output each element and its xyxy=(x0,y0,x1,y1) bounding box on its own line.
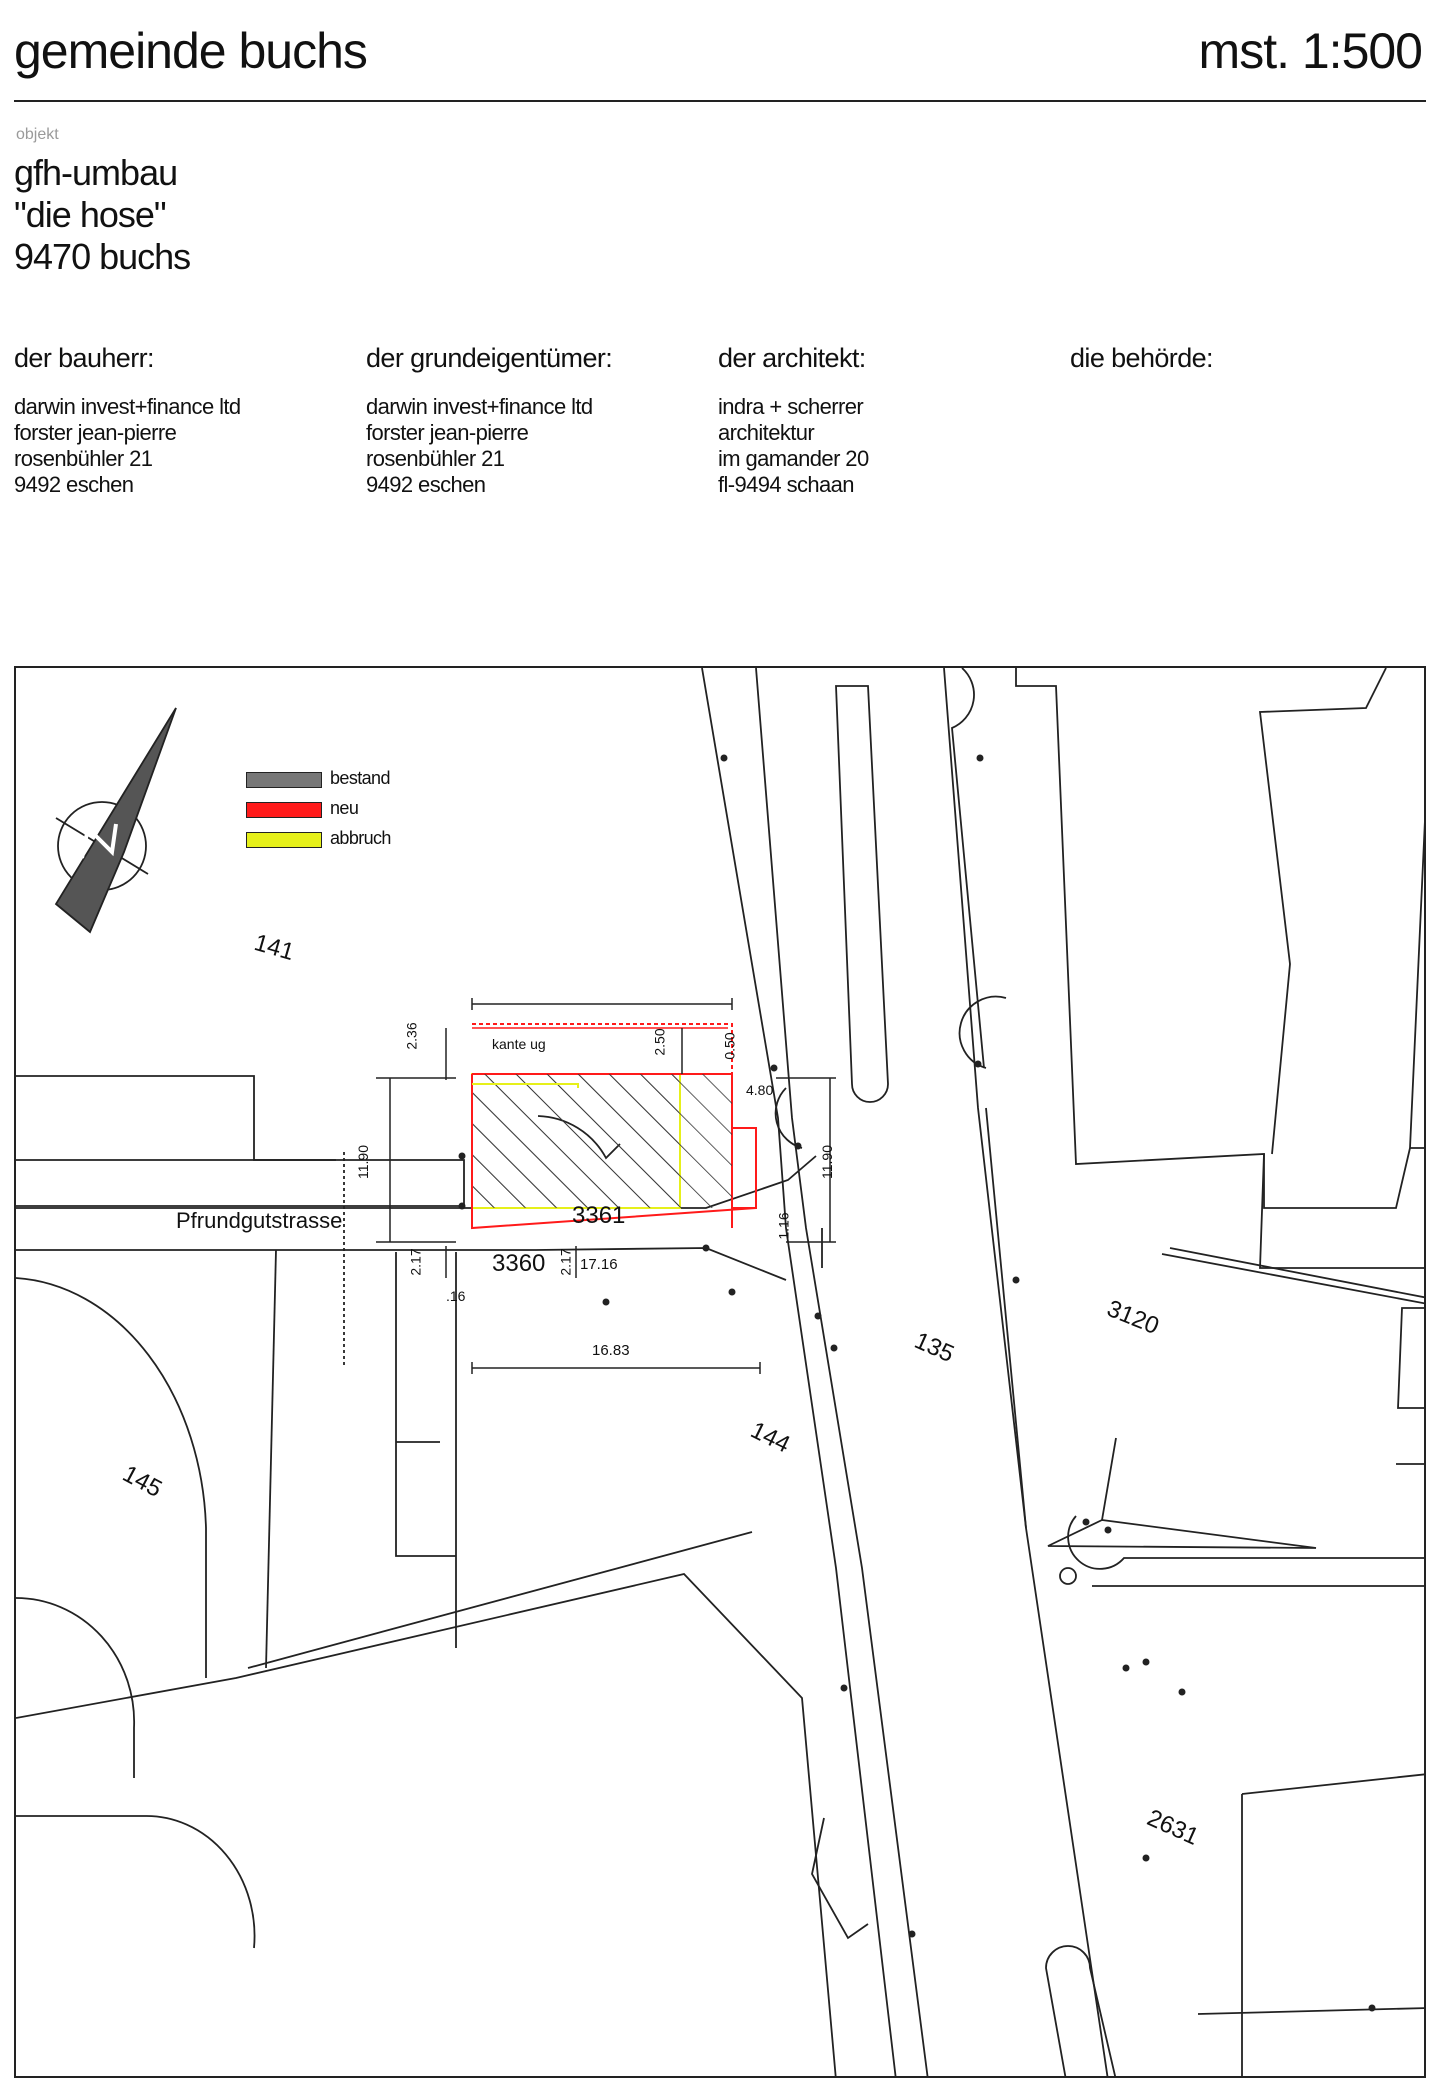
dimension-label: 11.90 xyxy=(819,1145,835,1179)
party-grundeigentuemer xyxy=(366,343,706,498)
party-line: darwin invest+finance ltd xyxy=(366,394,593,419)
object-label: objekt xyxy=(16,126,59,143)
dimension-label: 2.36 xyxy=(403,1022,420,1050)
dimension-label: 1.16 xyxy=(775,1212,792,1240)
dimension-label: 17.16 xyxy=(580,1256,618,1273)
object-line: "die hose" xyxy=(14,194,166,235)
party-line: rosenbühler 21 xyxy=(366,446,505,471)
party-line: fl-9494 schaan xyxy=(718,472,854,497)
legend-label: bestand xyxy=(330,768,390,788)
object-line: 9470 buchs xyxy=(14,236,191,277)
party-title: die behörde: xyxy=(1070,343,1213,373)
scale-label: mst. 1:500 xyxy=(1198,23,1422,79)
survey-points xyxy=(459,755,1376,2012)
building-footprint xyxy=(472,1024,756,1228)
legend-label: abbruch xyxy=(330,828,391,848)
dimension-label: 2.50 xyxy=(651,1028,668,1056)
party-line: rosenbühler 21 xyxy=(14,446,153,471)
dimension-label: 4.80 xyxy=(746,1082,774,1098)
party-line: 9492 eschen xyxy=(366,472,486,497)
parcel-number: 3120 xyxy=(1103,1295,1163,1341)
site-plan-drawing xyxy=(16,668,1426,2078)
site-plan xyxy=(14,666,1426,2078)
party-bauherr xyxy=(14,343,354,498)
dimension-label: 2.17 xyxy=(407,1248,424,1276)
party-line: im gamander 20 xyxy=(718,446,869,471)
party-title: der grundeigentümer: xyxy=(366,343,613,373)
legend-label: neu xyxy=(330,798,359,818)
parcel-number: 135 xyxy=(910,1327,959,1369)
legend-swatch xyxy=(246,802,322,818)
parcel-number: 3361 xyxy=(572,1202,626,1229)
parcel-number: 144 xyxy=(746,1416,795,1459)
party-title: der architekt: xyxy=(718,343,866,373)
legend-swatch xyxy=(246,772,322,788)
party-line: architektur xyxy=(718,420,815,445)
party-architekt xyxy=(718,343,1058,498)
parcel-number: 145 xyxy=(118,1460,167,1503)
dimension-label: 0.50 xyxy=(721,1032,738,1060)
party-line: darwin invest+finance ltd xyxy=(14,394,241,419)
party-title: der bauherr: xyxy=(14,343,154,373)
dimension-label: 16.83 xyxy=(592,1342,630,1359)
parcel-number: 2631 xyxy=(1143,1804,1203,1851)
party-line: indra + scherrer xyxy=(718,394,864,419)
municipality-title: gemeinde buchs xyxy=(14,23,367,79)
note-label: kante ug xyxy=(492,1036,546,1052)
street-name: Pfrundgutstrasse xyxy=(176,1208,343,1233)
dimension-label: 11.90 xyxy=(355,1145,371,1179)
parcel-number: 141 xyxy=(251,929,298,967)
party-line: 9492 eschen xyxy=(14,472,134,497)
legend-swatch xyxy=(246,832,322,848)
object-block xyxy=(14,152,190,278)
object-line: gfh-umbau xyxy=(14,152,178,193)
party-line: forster jean-pierre xyxy=(366,420,529,445)
dimension-label: 2.17 xyxy=(557,1248,574,1276)
party-behoerde xyxy=(1070,343,1410,394)
party-line: forster jean-pierre xyxy=(14,420,177,445)
dimension-label: .16 xyxy=(446,1288,466,1304)
header-divider xyxy=(14,100,1426,102)
north-arrow-icon xyxy=(56,708,176,932)
parcel-number: 3360 xyxy=(492,1250,546,1277)
